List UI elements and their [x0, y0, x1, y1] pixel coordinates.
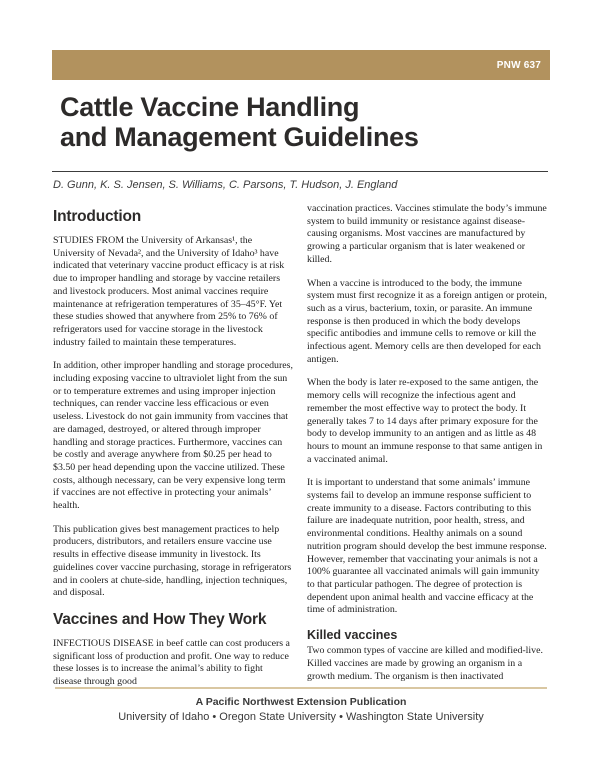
footer-universities-line: University of Idaho • Oregon State University • Washington State University: [118, 711, 484, 723]
killed-vaccines-paragraph: Two common types of vaccine are killed and modified-live. Killed vaccines are made by growing an organism in a growth medium. The organism is then inactivated: [307, 645, 543, 682]
document-title: [60, 93, 540, 152]
vaccines-paragraph-1: INFECTIOUS DISEASE in beef cattle can cost producers a significant loss of production and profit. One way to reduce these losses is to increase the animal’s ability to fight disease through good: [53, 637, 290, 688]
immune-response-paragraph: When a vaccine is introduced to the body, the immune system must first recognize it as a foreign antigen or protein, such as a virus, bacterium, toxin, or parasite. An immune response is then produced in which the body develops specific antibodies and immune cells to remove or kill the infectious agent. Memory cells are then developed for each antigen.: [307, 277, 547, 365]
intro-paragraph-1: STUDIES FROM the University of Arkansas¹, the University of Nevada², and the University of Idaho³ have indicated that veterinary vaccine product efficacy is at risk due to improper handling and storage by vaccine retailers and livestock producers. Most animal vaccines require maintenance at refrigeration temperatures of 35–45°F. Yet these studies showed that anywhere from 25% to 76% of refrigerators used for vaccine storage in the livestock industry failed to maintain these temperatures.: [53, 235, 285, 348]
title-line-1: Cattle Vaccine Handling: [60, 92, 360, 122]
authors-line: D. Gunn, K. S. Jensen, S. Williams, C. Parsons, T. Hudson, J. England: [53, 179, 398, 191]
body-columns: [53, 203, 547, 700]
vaccines-how-they-work-heading: Vaccines and How They Work: [53, 610, 267, 628]
vaccination-practices-paragraph: vaccination practices. Vaccines stimulate the body’s immune system to build immunity or resistance against disease-causing organisms. Most vaccines are manufactured by growing a particular organism that is later weakened or killed.: [307, 203, 547, 265]
right-column: [307, 203, 547, 700]
immune-failure-paragraph: It is important to understand that some animals’ immune systems fail to develop an immune response sufficient to create immunity to a disease. Factors contributing to this failure are inadequate nutrition, poor health, stress, and environmental conditions. Healthy animals on a sound nutrition program should develop the best immune response. However, remember that vaccinating your animals is not a 100% guarantee all vaccinated animals will gain immunity to that particular pathogen. The degree of protection is dependent upon animal health and vaccine efficacy at the time of administration.: [307, 477, 547, 616]
intro-paragraph-2: In addition, other improper handling and storage procedures, including exposing vaccine to ultraviolet light from the sun or to temperature extremes and using improper injection techniques, can render vaccine less efficacious or even useless. Livestock do not gain immunity from vaccines that are damaged, destroyed, or altered through improper handling and storage practices. Furthermore, vaccines can be costly and average anywhere from $0.25 per head to $3.50 per head depending upon the vaccine utilized. These costs, although necessary, can be very expensive long term if vaccines are not effective in protecting your animals’ health.: [53, 360, 293, 512]
page-footer: [55, 687, 547, 723]
introduction-heading: Introduction: [53, 208, 141, 225]
header-bar: [52, 50, 550, 80]
intro-paragraph-3: This publication gives best management practices to help producers, distributors, and retailers ensure vaccine use results in effective disease immunity in livestock. Its guidelines cover vaccine purchasing, storage in refrigerators and in coolers at chute-side, handling, injection techniques, and disposal.: [53, 523, 292, 599]
killed-vaccines-heading: Killed vaccines: [307, 628, 398, 643]
title-divider-rule: [52, 171, 548, 172]
publication-number-badge: PNW 637: [496, 59, 541, 71]
re-exposure-paragraph: When the body is later re-exposed to the same antigen, the memory cells will recognize the infectious agent and remember the most effective way to protect the body. It generally takes 7 to 14 days after primary exposure for the body to develop immunity to an antigen and as little as 48 hours to mount an immune response to that same antigen in a vaccinated animal.: [307, 377, 543, 465]
footer-publication-line: A Pacific Northwest Extension Publication: [195, 696, 407, 708]
left-column: [53, 203, 293, 700]
title-line-2: and Management Guidelines: [60, 121, 419, 152]
